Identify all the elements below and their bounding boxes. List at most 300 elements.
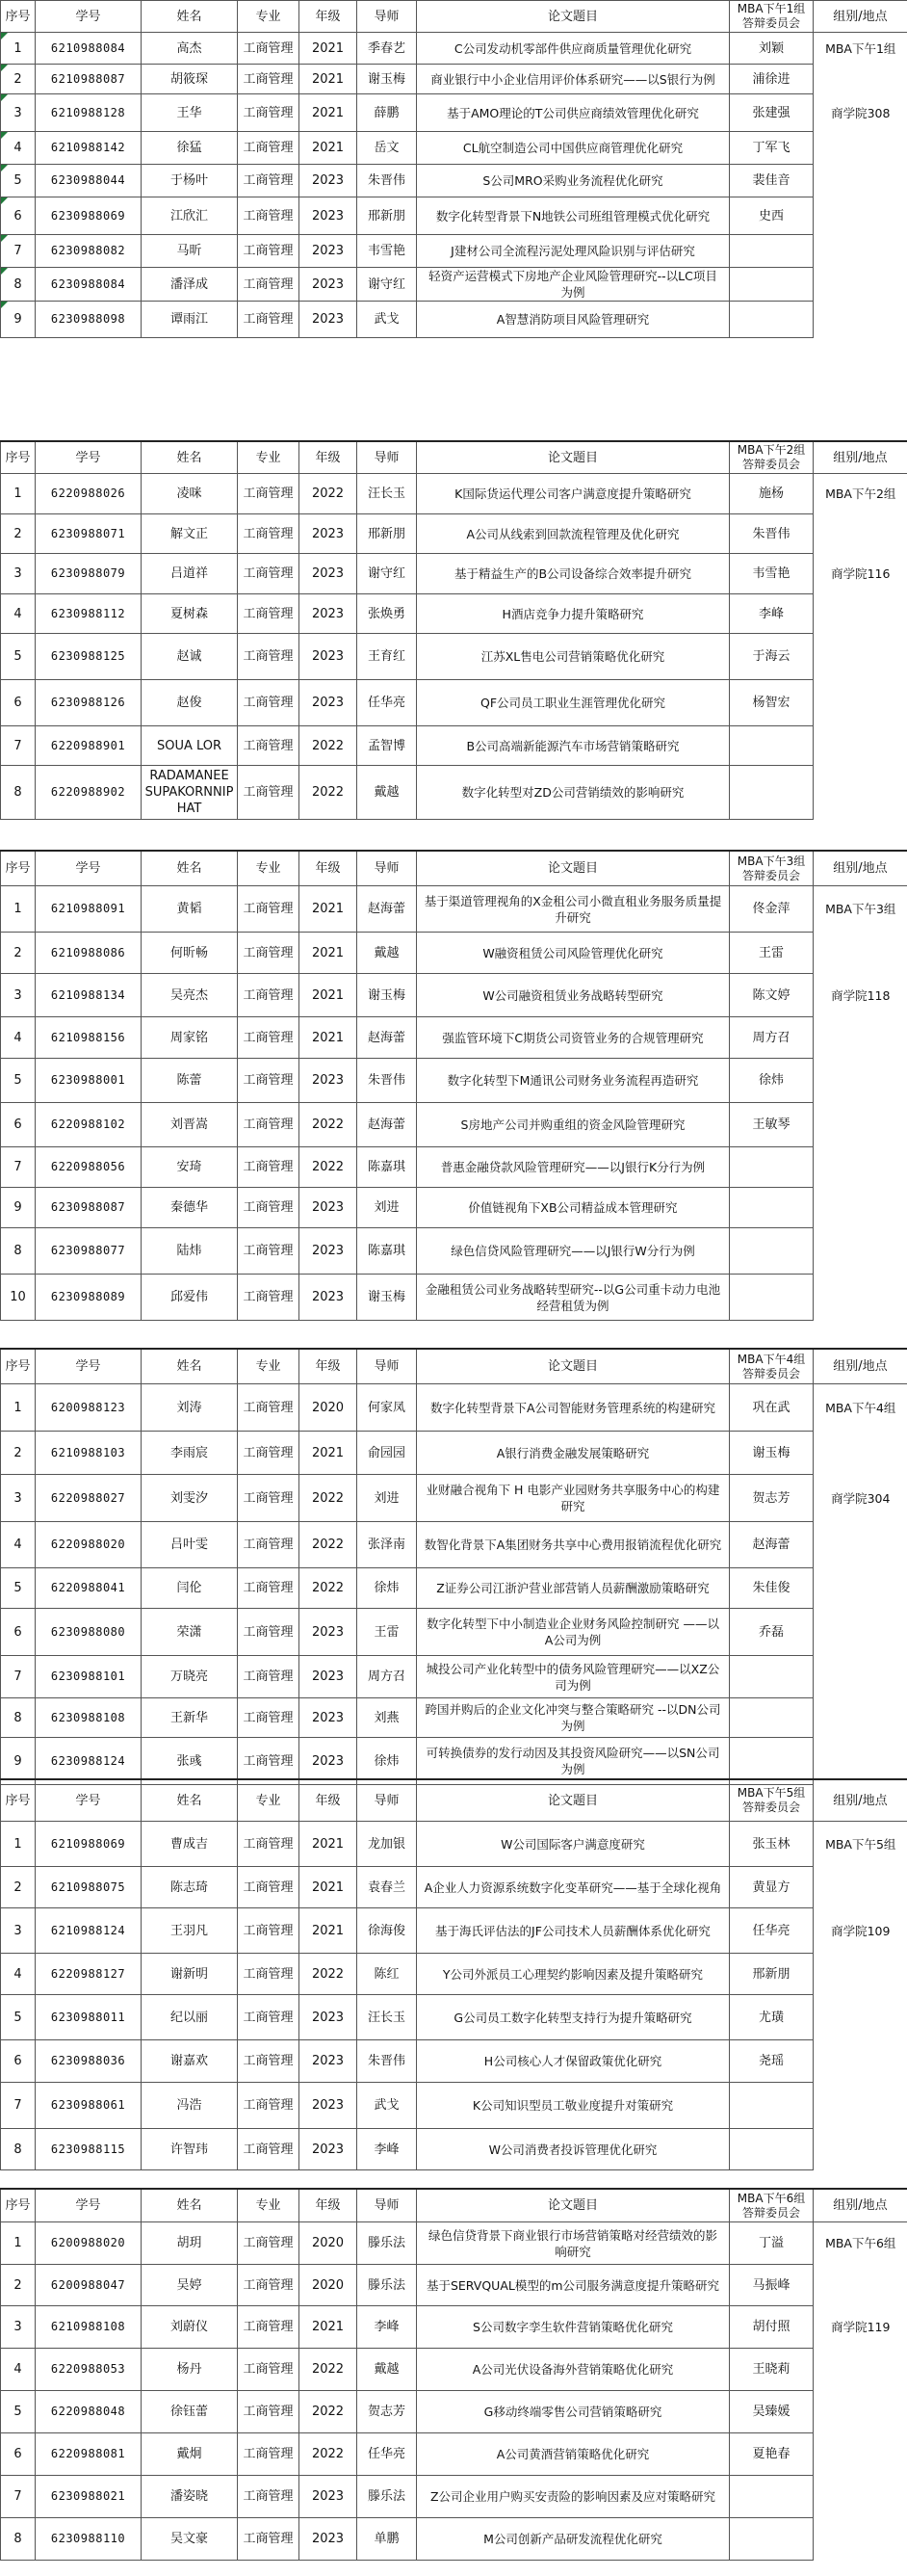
grade: 2021 bbox=[299, 2306, 357, 2349]
thesis-title: CL航空制造公司中国供应商管理优化研究 bbox=[417, 132, 730, 165]
advisor: 周方召 bbox=[357, 1656, 417, 1698]
student-name: 安琦 bbox=[142, 1147, 238, 1188]
row-number: 4 bbox=[1, 2349, 36, 2391]
committee-member bbox=[730, 2518, 814, 2561]
major: 工商管理 bbox=[238, 680, 299, 726]
group-location-cell bbox=[814, 2083, 907, 2129]
table-row bbox=[1, 1475, 907, 1522]
student-id: 6220988056 bbox=[36, 1147, 142, 1188]
major: 工商管理 bbox=[238, 1738, 299, 1785]
thesis-title: 基于海氏评估法的JF公司技术人员薪酬体系优化研究 bbox=[417, 1908, 730, 1954]
row-number: 2 bbox=[1, 1867, 36, 1908]
thesis-title: 强监管环境下C期货公司资管业务的合规管理研究 bbox=[417, 1017, 730, 1059]
major: 工商管理 bbox=[238, 2433, 299, 2476]
header-thesis-title: 论文题目 bbox=[417, 1, 730, 33]
grade: 2021 bbox=[299, 933, 357, 974]
student-id: 6200988123 bbox=[36, 1384, 142, 1432]
grade: 2021 bbox=[299, 1432, 357, 1475]
group-name: MBA下午1组 bbox=[814, 33, 907, 65]
group-location-cell bbox=[814, 1432, 907, 1475]
header-committee: MBA下午2组答辩委员会 bbox=[730, 442, 814, 474]
advisor: 陈红 bbox=[357, 1954, 417, 1995]
header-group-location: 组别/地点 bbox=[814, 852, 907, 886]
group-location-cell bbox=[814, 235, 907, 268]
advisor: 邢新朋 bbox=[357, 514, 417, 554]
header-advisor: 导师 bbox=[357, 1350, 417, 1384]
header-advisor: 导师 bbox=[357, 442, 417, 474]
grade: 2023 bbox=[299, 268, 357, 302]
table-row bbox=[1, 2391, 907, 2433]
group-location-cell bbox=[814, 726, 907, 766]
table-row bbox=[1, 1954, 907, 1995]
grade: 2020 bbox=[299, 1384, 357, 1432]
thesis-title: M公司创新产品研发流程优化研究 bbox=[417, 2518, 730, 2561]
advisor: 谢玉梅 bbox=[357, 1275, 417, 1321]
thesis-title: A公司从线索到回款流程管理及优化研究 bbox=[417, 514, 730, 554]
advisor: 滕乐法 bbox=[357, 2222, 417, 2265]
student-id: 6200988020 bbox=[36, 2222, 142, 2265]
major: 工商管理 bbox=[238, 2129, 299, 2170]
advisor: 谢玉梅 bbox=[357, 974, 417, 1017]
header-advisor: 导师 bbox=[357, 852, 417, 886]
student-id: 6230988001 bbox=[36, 1059, 142, 1103]
row-number: 1 bbox=[1, 2222, 36, 2265]
group-location-cell bbox=[814, 1017, 907, 1059]
table-row bbox=[1, 1059, 907, 1103]
student-name: 夏树森 bbox=[142, 594, 238, 634]
student-id: 6230988071 bbox=[36, 514, 142, 554]
grade: 2022 bbox=[299, 1954, 357, 1995]
grade: 2023 bbox=[299, 1059, 357, 1103]
advisor: 徐炜 bbox=[357, 1568, 417, 1609]
committee-member: 吴臻媛 bbox=[730, 2391, 814, 2433]
grade: 2023 bbox=[299, 554, 357, 594]
row-number: 2 bbox=[1, 1432, 36, 1475]
group-location-cell bbox=[814, 1103, 907, 1147]
advisor: 汪长玉 bbox=[357, 1995, 417, 2040]
committee-member: 佟金萍 bbox=[730, 886, 814, 933]
advisor: 张焕勇 bbox=[357, 594, 417, 634]
row-number: 8 bbox=[1, 268, 36, 302]
row-number: 4 bbox=[1, 1954, 36, 1995]
advisor: 季春艺 bbox=[357, 33, 417, 65]
table-row bbox=[1, 933, 907, 974]
grade: 2021 bbox=[299, 974, 357, 1017]
group-location-cell bbox=[814, 1147, 907, 1188]
group-divider bbox=[0, 1778, 907, 1780]
student-name: 陆炜 bbox=[142, 1228, 238, 1275]
cell-marker-icon bbox=[1, 65, 8, 71]
student-name: 邱爱伟 bbox=[142, 1275, 238, 1321]
header-thesis-title: 论文题目 bbox=[417, 2190, 730, 2222]
thesis-title: 基于SERVQUAL模型的m公司服务满意度提升策略研究 bbox=[417, 2265, 730, 2306]
table-row bbox=[1, 235, 907, 268]
advisor: 朱晋伟 bbox=[357, 2040, 417, 2083]
student-id: 6230988101 bbox=[36, 1656, 142, 1698]
major: 工商管理 bbox=[238, 1275, 299, 1321]
grade: 2022 bbox=[299, 1568, 357, 1609]
grade: 2023 bbox=[299, 2129, 357, 2170]
major: 工商管理 bbox=[238, 2476, 299, 2518]
committee-member bbox=[730, 1228, 814, 1275]
grade: 2021 bbox=[299, 94, 357, 132]
table-row bbox=[1, 2265, 907, 2306]
major: 工商管理 bbox=[238, 1822, 299, 1867]
advisor: 戴越 bbox=[357, 766, 417, 820]
major: 工商管理 bbox=[238, 1475, 299, 1522]
major: 工商管理 bbox=[238, 268, 299, 302]
thesis-title: W融资租赁公司风险管理优化研究 bbox=[417, 933, 730, 974]
group-location-cell bbox=[814, 1867, 907, 1908]
major: 工商管理 bbox=[238, 2265, 299, 2306]
header-student-id: 学号 bbox=[36, 1, 142, 33]
table-header-row bbox=[1, 2190, 907, 2222]
student-id: 6230988021 bbox=[36, 2476, 142, 2518]
row-number: 7 bbox=[1, 2083, 36, 2129]
thesis-title: 普惠金融贷款风险管理研究——以J银行K分行为例 bbox=[417, 1147, 730, 1188]
table-header-row bbox=[1, 1780, 907, 1822]
table-row bbox=[1, 1275, 907, 1321]
major: 工商管理 bbox=[238, 1059, 299, 1103]
table-row bbox=[1, 2129, 907, 2170]
row-number: 7 bbox=[1, 1147, 36, 1188]
major: 工商管理 bbox=[238, 1017, 299, 1059]
committee-member: 丁军飞 bbox=[730, 132, 814, 165]
group-name: MBA下午5组 bbox=[814, 1822, 907, 1867]
student-id: 6230988087 bbox=[36, 1188, 142, 1228]
group-location-cell bbox=[814, 165, 907, 197]
committee-member bbox=[730, 302, 814, 338]
grade: 2023 bbox=[299, 1698, 357, 1738]
student-name: 吴婷 bbox=[142, 2265, 238, 2306]
student-id: 6230988098 bbox=[36, 302, 142, 338]
table-row bbox=[1, 886, 907, 933]
group-location-cell bbox=[814, 1995, 907, 2040]
committee-member: 任华亮 bbox=[730, 1908, 814, 1954]
student-name: 吕叶雯 bbox=[142, 1522, 238, 1568]
table-header-row bbox=[1, 852, 907, 886]
student-id: 6220988127 bbox=[36, 1954, 142, 1995]
advisor: 汪长玉 bbox=[357, 474, 417, 514]
header-no: 序号 bbox=[1, 442, 36, 474]
grade: 2023 bbox=[299, 594, 357, 634]
student-id: 6230988124 bbox=[36, 1738, 142, 1785]
thesis-title: 金融租赁公司业务战略转型研究--以G公司重卡动力电池经营租赁为例 bbox=[417, 1275, 730, 1321]
row-number: 5 bbox=[1, 634, 36, 680]
grade: 2022 bbox=[299, 766, 357, 820]
table-row bbox=[1, 165, 907, 197]
table-row bbox=[1, 594, 907, 634]
grade: 2021 bbox=[299, 886, 357, 933]
header-name: 姓名 bbox=[142, 1, 238, 33]
advisor: 滕乐法 bbox=[357, 2476, 417, 2518]
row-number: 6 bbox=[1, 197, 36, 235]
cell-marker-icon bbox=[1, 197, 8, 204]
committee-member bbox=[730, 766, 814, 820]
table-row bbox=[1, 1103, 907, 1147]
committee-member bbox=[730, 2476, 814, 2518]
header-name: 姓名 bbox=[142, 1350, 238, 1384]
grade: 2023 bbox=[299, 1228, 357, 1275]
table-header-row bbox=[1, 442, 907, 474]
advisor: 谢守红 bbox=[357, 268, 417, 302]
student-name: 荣潇 bbox=[142, 1609, 238, 1656]
thesis-title: 基于精益生产的B公司设备综合效率提升研究 bbox=[417, 554, 730, 594]
header-no: 序号 bbox=[1, 852, 36, 886]
thesis-title: C公司发动机零部件供应商质量管理优化研究 bbox=[417, 33, 730, 65]
thesis-title: 商业银行中小企业信用评价体系研究——以S银行为例 bbox=[417, 65, 730, 94]
header-student-id: 学号 bbox=[36, 2190, 142, 2222]
cell-marker-icon bbox=[1, 33, 8, 39]
grade: 2022 bbox=[299, 726, 357, 766]
thesis-title: QF公司员工职业生涯管理优化研究 bbox=[417, 680, 730, 726]
thesis-title: Z公司企业用户购买安责险的影响因素及应对策略研究 bbox=[417, 2476, 730, 2518]
advisor: 谢守红 bbox=[357, 554, 417, 594]
header-group-location: 组别/地点 bbox=[814, 1350, 907, 1384]
student-id: 6230988044 bbox=[36, 165, 142, 197]
advisor: 李峰 bbox=[357, 2306, 417, 2349]
student-name: 李雨宸 bbox=[142, 1432, 238, 1475]
header-thesis-title: 论文题目 bbox=[417, 852, 730, 886]
grade: 2022 bbox=[299, 2349, 357, 2391]
header-major: 专业 bbox=[238, 2190, 299, 2222]
thesis-title: 数字化转型下中小制造业企业财务风险控制研究 ——以A公司为例 bbox=[417, 1609, 730, 1656]
student-id: 6230988126 bbox=[36, 680, 142, 726]
student-id: 6230988079 bbox=[36, 554, 142, 594]
thesis-title: Z证券公司江浙沪营业部营销人员薪酬激励策略研究 bbox=[417, 1568, 730, 1609]
group-table bbox=[0, 441, 907, 820]
student-id: 6210988091 bbox=[36, 886, 142, 933]
grade: 2022 bbox=[299, 2391, 357, 2433]
student-id: 6210988087 bbox=[36, 65, 142, 94]
student-id: 6220988048 bbox=[36, 2391, 142, 2433]
table-row bbox=[1, 1384, 907, 1432]
header-committee: MBA下午1组答辩委员会 bbox=[730, 1, 814, 33]
student-id: 6210988069 bbox=[36, 1822, 142, 1867]
group-table bbox=[0, 1779, 907, 2170]
group-location: 商学院304 bbox=[814, 1475, 907, 1522]
group-location-cell bbox=[814, 2265, 907, 2306]
student-name: 王华 bbox=[142, 94, 238, 132]
table-row bbox=[1, 2433, 907, 2476]
group-table bbox=[0, 2189, 907, 2561]
student-name: 许智玮 bbox=[142, 2129, 238, 2170]
advisor: 滕乐法 bbox=[357, 2265, 417, 2306]
cell-marker-icon bbox=[1, 132, 8, 139]
student-name: 万晓亮 bbox=[142, 1656, 238, 1698]
table-row bbox=[1, 2040, 907, 2083]
grade: 2023 bbox=[299, 235, 357, 268]
thesis-title: K国际货运代理公司客户满意度提升策略研究 bbox=[417, 474, 730, 514]
row-number: 4 bbox=[1, 1522, 36, 1568]
row-number: 2 bbox=[1, 65, 36, 94]
grade: 2023 bbox=[299, 197, 357, 235]
committee-member: 乔磊 bbox=[730, 1609, 814, 1656]
grade: 2021 bbox=[299, 1908, 357, 1954]
advisor: 徐炜 bbox=[357, 1738, 417, 1785]
major: 工商管理 bbox=[238, 2306, 299, 2349]
student-name: 徐钰蕾 bbox=[142, 2391, 238, 2433]
thesis-title: H酒店竞争力提升策略研究 bbox=[417, 594, 730, 634]
header-committee: MBA下午5组答辩委员会 bbox=[730, 1780, 814, 1822]
student-id: 6230988061 bbox=[36, 2083, 142, 2129]
header-thesis-title: 论文题目 bbox=[417, 1780, 730, 1822]
major: 工商管理 bbox=[238, 33, 299, 65]
advisor: 任华亮 bbox=[357, 2433, 417, 2476]
student-name: 刘涛 bbox=[142, 1384, 238, 1432]
row-number: 3 bbox=[1, 974, 36, 1017]
advisor: 韦雪艳 bbox=[357, 235, 417, 268]
row-number: 3 bbox=[1, 2306, 36, 2349]
major: 工商管理 bbox=[238, 634, 299, 680]
group-location: 商学院109 bbox=[814, 1908, 907, 1954]
thesis-title: A银行消费金融发展策略研究 bbox=[417, 1432, 730, 1475]
group-location-cell bbox=[814, 268, 907, 302]
thesis-title: 数智化背景下A集团财务共享中心费用报销流程优化研究 bbox=[417, 1522, 730, 1568]
thesis-title: 基于AMO理论的T公司供应商绩效管理优化研究 bbox=[417, 94, 730, 132]
major: 工商管理 bbox=[238, 2518, 299, 2561]
grade: 2023 bbox=[299, 165, 357, 197]
thesis-title: A企业人力资源系统数字化变革研究——基于全球化视角 bbox=[417, 1867, 730, 1908]
committee-member bbox=[730, 1188, 814, 1228]
row-number: 4 bbox=[1, 594, 36, 634]
student-id: 6230988108 bbox=[36, 1698, 142, 1738]
thesis-title: 绿色信贷风险管理研究——以J银行W分行为例 bbox=[417, 1228, 730, 1275]
grade: 2023 bbox=[299, 1995, 357, 2040]
committee-member: 周方召 bbox=[730, 1017, 814, 1059]
student-name: 马昕 bbox=[142, 235, 238, 268]
table-row bbox=[1, 1017, 907, 1059]
student-name: 潘泽成 bbox=[142, 268, 238, 302]
student-id: 6230988011 bbox=[36, 1995, 142, 2040]
major: 工商管理 bbox=[238, 197, 299, 235]
table-row bbox=[1, 2349, 907, 2391]
table-row bbox=[1, 2306, 907, 2349]
thesis-title: 价值链视角下XB公司精益成本管理研究 bbox=[417, 1188, 730, 1228]
advisor: 谢玉梅 bbox=[357, 65, 417, 94]
row-number: 5 bbox=[1, 1568, 36, 1609]
group-location-cell bbox=[814, 2129, 907, 2170]
header-major: 专业 bbox=[238, 1350, 299, 1384]
committee-member: 于海云 bbox=[730, 634, 814, 680]
row-number: 3 bbox=[1, 1475, 36, 1522]
advisor: 武戈 bbox=[357, 2083, 417, 2129]
committee-member: 赵海蕾 bbox=[730, 1522, 814, 1568]
advisor: 朱晋伟 bbox=[357, 1059, 417, 1103]
committee-member: 刘颖 bbox=[730, 33, 814, 65]
group-location-cell bbox=[814, 2433, 907, 2476]
thesis-title: 数字化转型背景下N地铁公司班组管理模式优化研究 bbox=[417, 197, 730, 235]
header-committee: MBA下午6组答辩委员会 bbox=[730, 2190, 814, 2222]
major: 工商管理 bbox=[238, 2040, 299, 2083]
table-row bbox=[1, 1522, 907, 1568]
row-number: 9 bbox=[1, 1188, 36, 1228]
group-location-cell bbox=[814, 680, 907, 726]
student-name: 胡玥 bbox=[142, 2222, 238, 2265]
committee-member: 施杨 bbox=[730, 474, 814, 514]
major: 工商管理 bbox=[238, 2083, 299, 2129]
thesis-title: G公司员工数字化转型支持行为提升策略研究 bbox=[417, 1995, 730, 2040]
student-name: 凌咪 bbox=[142, 474, 238, 514]
thesis-title: A智慧消防项目风险管理研究 bbox=[417, 302, 730, 338]
grade: 2023 bbox=[299, 514, 357, 554]
committee-member bbox=[730, 1147, 814, 1188]
major: 工商管理 bbox=[238, 886, 299, 933]
grade: 2021 bbox=[299, 33, 357, 65]
major: 工商管理 bbox=[238, 1188, 299, 1228]
table-row bbox=[1, 974, 907, 1017]
table-row bbox=[1, 1656, 907, 1698]
advisor: 李峰 bbox=[357, 2129, 417, 2170]
major: 工商管理 bbox=[238, 1568, 299, 1609]
committee-member bbox=[730, 2129, 814, 2170]
row-number: 1 bbox=[1, 33, 36, 65]
student-id: 6230988082 bbox=[36, 235, 142, 268]
committee-member: 尤璜 bbox=[730, 1995, 814, 2040]
advisor: 袁春兰 bbox=[357, 1867, 417, 1908]
student-id: 6210988128 bbox=[36, 94, 142, 132]
thesis-title: A公司光伏设备海外营销策略优化研究 bbox=[417, 2349, 730, 2391]
grade: 2023 bbox=[299, 1609, 357, 1656]
header-grade: 年级 bbox=[299, 442, 357, 474]
advisor: 任华亮 bbox=[357, 680, 417, 726]
grade: 2023 bbox=[299, 1275, 357, 1321]
committee-member: 徐炜 bbox=[730, 1059, 814, 1103]
major: 工商管理 bbox=[238, 933, 299, 974]
cell-marker-icon bbox=[1, 235, 8, 242]
table-row bbox=[1, 514, 907, 554]
table-row bbox=[1, 1822, 907, 1867]
student-id: 6230988036 bbox=[36, 2040, 142, 2083]
row-number: 7 bbox=[1, 2476, 36, 2518]
row-number: 6 bbox=[1, 1103, 36, 1147]
major: 工商管理 bbox=[238, 1656, 299, 1698]
advisor: 邢新朋 bbox=[357, 197, 417, 235]
table-row bbox=[1, 634, 907, 680]
grade: 2023 bbox=[299, 680, 357, 726]
row-number: 6 bbox=[1, 2040, 36, 2083]
group-location-cell bbox=[814, 594, 907, 634]
major: 工商管理 bbox=[238, 974, 299, 1017]
grade: 2023 bbox=[299, 2083, 357, 2129]
row-number: 3 bbox=[1, 94, 36, 132]
header-major: 专业 bbox=[238, 852, 299, 886]
grade: 2021 bbox=[299, 132, 357, 165]
thesis-title: 绿色信贷背景下商业银行市场营销策略对经营绩效的影响研究 bbox=[417, 2222, 730, 2265]
student-name: 黄韬 bbox=[142, 886, 238, 933]
group-name: MBA下午4组 bbox=[814, 1384, 907, 1432]
committee-member bbox=[730, 268, 814, 302]
thesis-title: 城投公司产业化转型中的债务风险管理研究——以XZ公司为例 bbox=[417, 1656, 730, 1698]
advisor: 陈嘉琪 bbox=[357, 1228, 417, 1275]
grade: 2022 bbox=[299, 474, 357, 514]
group-location-cell bbox=[814, 514, 907, 554]
committee-member: 浦徐进 bbox=[730, 65, 814, 94]
major: 工商管理 bbox=[238, 302, 299, 338]
group-location-cell bbox=[814, 1275, 907, 1321]
group-location-cell bbox=[814, 1609, 907, 1656]
header-advisor: 导师 bbox=[357, 2190, 417, 2222]
student-id: 6210988084 bbox=[36, 33, 142, 65]
header-advisor: 导师 bbox=[357, 1780, 417, 1822]
major: 工商管理 bbox=[238, 1228, 299, 1275]
group-location-cell bbox=[814, 65, 907, 94]
committee-member: 王雷 bbox=[730, 933, 814, 974]
table-row bbox=[1, 726, 907, 766]
committee-member bbox=[730, 726, 814, 766]
advisor: 戴越 bbox=[357, 933, 417, 974]
advisor: 赵海蕾 bbox=[357, 1103, 417, 1147]
